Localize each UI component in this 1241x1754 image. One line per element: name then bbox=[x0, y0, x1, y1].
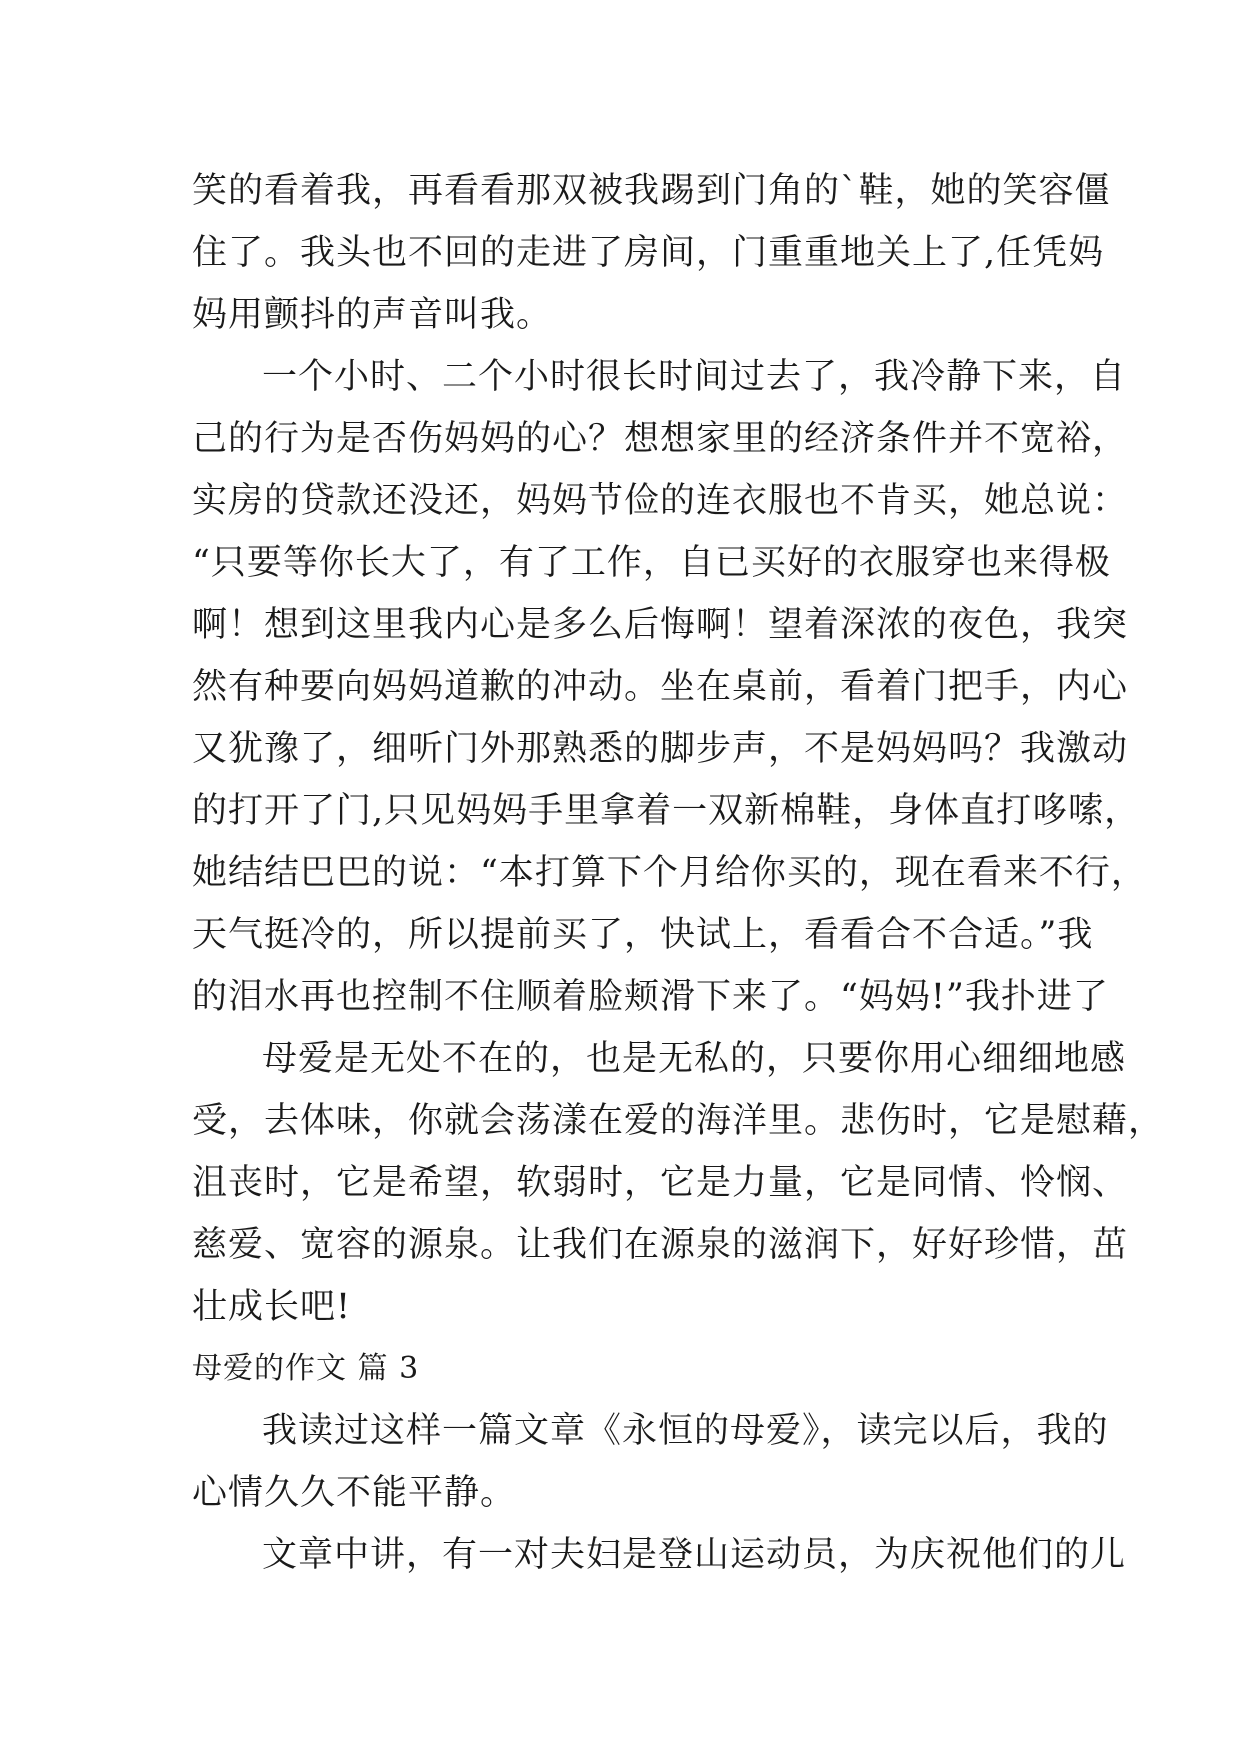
text-line: 己的行为是否伤妈妈的心？想想家里的经济条件并不宽裕， bbox=[192, 419, 1129, 459]
paragraph-1 bbox=[192, 160, 1111, 346]
text-line: 天气挺冷的，所以提前买了，快试上，看看合不合适。”我 bbox=[192, 915, 1094, 955]
text-line: 然有种要向妈妈道歉的冲动。坐在桌前，看着门把手，内心 bbox=[192, 667, 1129, 707]
section-heading: 母爱的作文 篇 3 bbox=[192, 1351, 420, 1386]
text-line: 的打开了门,只见妈妈手里拿着一双新棉鞋，身体直打哆嗦， bbox=[192, 791, 1141, 831]
text-line: 笑的看着我，再看看那双被我踢到门角的`鞋，她的笑容僵 bbox=[192, 171, 1111, 211]
text-line: 沮丧时，它是希望，软弱时，它是力量，它是同情、怜悯、 bbox=[192, 1163, 1129, 1203]
text-line: 壮成长吧! bbox=[192, 1287, 352, 1327]
paragraph-5 bbox=[192, 1524, 1127, 1586]
text-line: 慈爱、宽容的源泉。让我们在源泉的滋润下，好好珍惜，茁 bbox=[192, 1225, 1129, 1265]
text-line: 文章中讲，有一对夫妇是登山运动员，为庆祝他们的儿 bbox=[262, 1535, 1127, 1575]
text-line: “只要等你长大了，有了工作，自已买好的衣服穿也来得极 bbox=[192, 543, 1111, 583]
paragraph-2 bbox=[192, 346, 1147, 1028]
text-line: 心情久久不能平静。 bbox=[192, 1473, 517, 1513]
text-line: 妈用颤抖的声音叫我。 bbox=[192, 295, 553, 335]
text-line: 啊！想到这里我内心是多么后悔啊！望着深浓的夜色，我突 bbox=[192, 605, 1129, 645]
paragraph-4 bbox=[192, 1400, 1109, 1524]
text-line: 实房的贷款还没还，妈妈节俭的连衣服也不肯买，她总说： bbox=[192, 481, 1129, 521]
text-line: 受，去体味，你就会荡漾在爱的海洋里。悲伤时，它是慰藉， bbox=[192, 1101, 1165, 1141]
text-line: 住了。我头也不回的走进了房间，门重重地关上了,任凭妈 bbox=[192, 233, 1105, 273]
text-line: 她结结巴巴的说：“本打算下个月给你买的，现在看来不行， bbox=[192, 853, 1147, 893]
document-body bbox=[192, 160, 1165, 1586]
text-line: 我读过这样一篇文章《永恒的母爱》，读完以后，我的 bbox=[262, 1411, 1109, 1451]
text-line: 一个小时、二个小时很长时间过去了，我冷静下来，自 bbox=[262, 357, 1127, 397]
text-line: 又犹豫了，细听门外那熟悉的脚步声，不是妈妈吗？我激动 bbox=[192, 729, 1129, 769]
text-line: 的泪水再也控制不住顺着脸颊滑下来了。“妈妈!”我扑进了 bbox=[192, 977, 1109, 1017]
paragraph-3 bbox=[192, 1028, 1165, 1338]
text-line: 母爱是无处不在的，也是无私的，只要你用心细细地感 bbox=[262, 1039, 1127, 1079]
